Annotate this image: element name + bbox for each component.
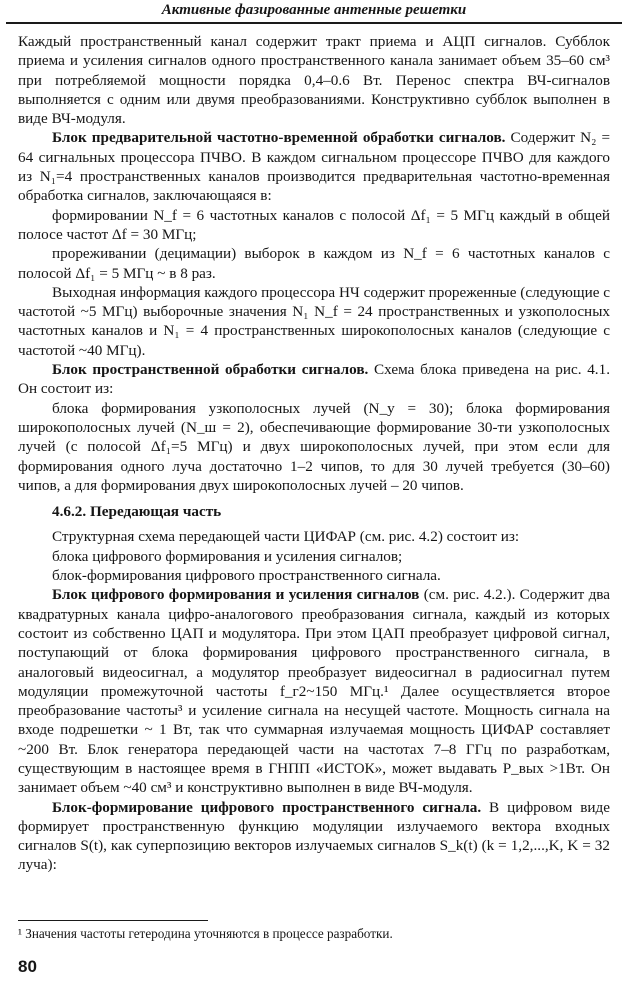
- section-heading: 4.6.2. Передающая часть: [52, 503, 222, 521]
- running-header: Активные фазированные антенные решетки: [6, 0, 622, 24]
- footnote-divider: [18, 920, 208, 921]
- list-item: прореживании (децимации) выборок в каждом из N_f = 6 частотных каналов с полосой Δf₁ = 5 МГц ~ в 8 раз.: [18, 245, 610, 282]
- run-in-heading: Блок пространственной обработки сигналов.: [52, 361, 369, 379]
- run-in-heading: Блок предварительной частотно-временной обработки сигналов.: [52, 129, 506, 147]
- paragraph-text: (см. рис. 4.2.). Содержит два квадратурных канала цифро-аналогового преобразования сигнала, каждый из которых состоит из собственно ЦАП и модулятора. При этом ЦАП преобразует цифровой сигнал, поступающий от блока формирования цифрового пространственного сигнала, в аналоговый видеосигнал, а модулятор преобразует видеосигнал в радиосигнал путем модуляции промежуточной частоты f_г2~150 МГц.¹ Далее осуществляется второе преобразование частоты³ и усиление сигнала на несущей частоте. Мощность сигнала на входе подрешетки ~ 1 Вт, так что суммарная излучаемая мощность ЦИФАР составляет ~200 Вт. Блок генератора передающей части на частотах 7–8 ГГц по разработкам, существующим в настоящее время в ГНПП «ИСТОК», может выдавать P_вых >1Вт. Он занимает объем ~40 см³ и конструктивно выполнен в виде ВЧ-модуля.: [18, 586, 611, 797]
- paragraph: [18, 585, 610, 797]
- paragraph: Структурная схема передающей части ЦИФАР (см. рис. 4.2) состоит из:: [52, 528, 520, 546]
- paragraph: Каждый пространственный канал содержит тракт приема и АЦП сигналов. Субблок приема и усиления сигналов одного пространственного канала занимает объем 35–60 см³ при потребляемой мощности порядка 0,4–0.6 Вт. Перенос спектра ВЧ-сигналов выполняется с одним или двумя преобразованиями. Конструктивно субблок выполнен в виде ВЧ-модуля.: [18, 33, 610, 128]
- footnote: ¹ Значения частоты гетеродина уточняются в процессе разработки.: [18, 926, 393, 941]
- paragraph-text: В цифровом виде формирует пространственную функцию модуляции излучаемого вектора входных сигналов S(t), как суперпозицию векторов излучаемых сигналов S_k(t) (k = 1,2,...,K, K = 32 луча):: [18, 798, 611, 874]
- run-in-heading: Блок-формирование цифрового пространственного сигнала.: [52, 798, 482, 816]
- paragraph-text: Содержит N₂ = 64 сигнальных процессора ПЧВО. В каждом сигнальном процессоре ПЧВО для каждого из N₁=4 пространственных каналов производится предварительная частотно-временная обработка сигналов, заключающаяся в:: [18, 129, 611, 205]
- list-item: блока цифрового формирования и усиления сигналов;: [52, 547, 403, 565]
- run-in-heading: Блок цифрового формирования и усиления сигналов: [52, 586, 420, 604]
- paragraph-text: Схема блока приведена на рис. 4.1. Он состоит из:: [18, 361, 610, 398]
- paragraph: [18, 360, 610, 399]
- page-number: 80: [18, 957, 37, 976]
- paragraph: [18, 128, 610, 205]
- body-text: [18, 32, 610, 875]
- paragraph: [18, 798, 610, 875]
- list-item: блок-формирования цифрового пространственного сигнала.: [52, 567, 441, 585]
- list-item: формировании N_f = 6 частотных каналов с полосой Δf₁ = 5 МГц каждый в общей полосе частот Δf = 30 МГц;: [18, 206, 610, 243]
- paragraph: Выходная информация каждого процессора НЧ содержит прореженные (следующие с частотой ~5 МГц) выборочные значения N₁ N_f = 24 пространственных и узкополосных частотных каналов и N₁ = 4 пространственных широкополосных каналов (следующие с частотой ~40 МГц).: [18, 283, 610, 359]
- list-item: блока формирования узкополосных лучей (N_у = 30); блока формирования широкополосных лучей (N_ш = 2), обеспечивающие формирование 30-ти узкополосных лучей (с полосой Δf₁=5 МГц) и двух широкополосных лучей, при этом если для формирования одного луча достаточно 1–2 чипов, то для 30 лучей требуется (30–60) чипов, а для формирования двух широкополосных лучей – 20 чипов.: [18, 399, 610, 494]
